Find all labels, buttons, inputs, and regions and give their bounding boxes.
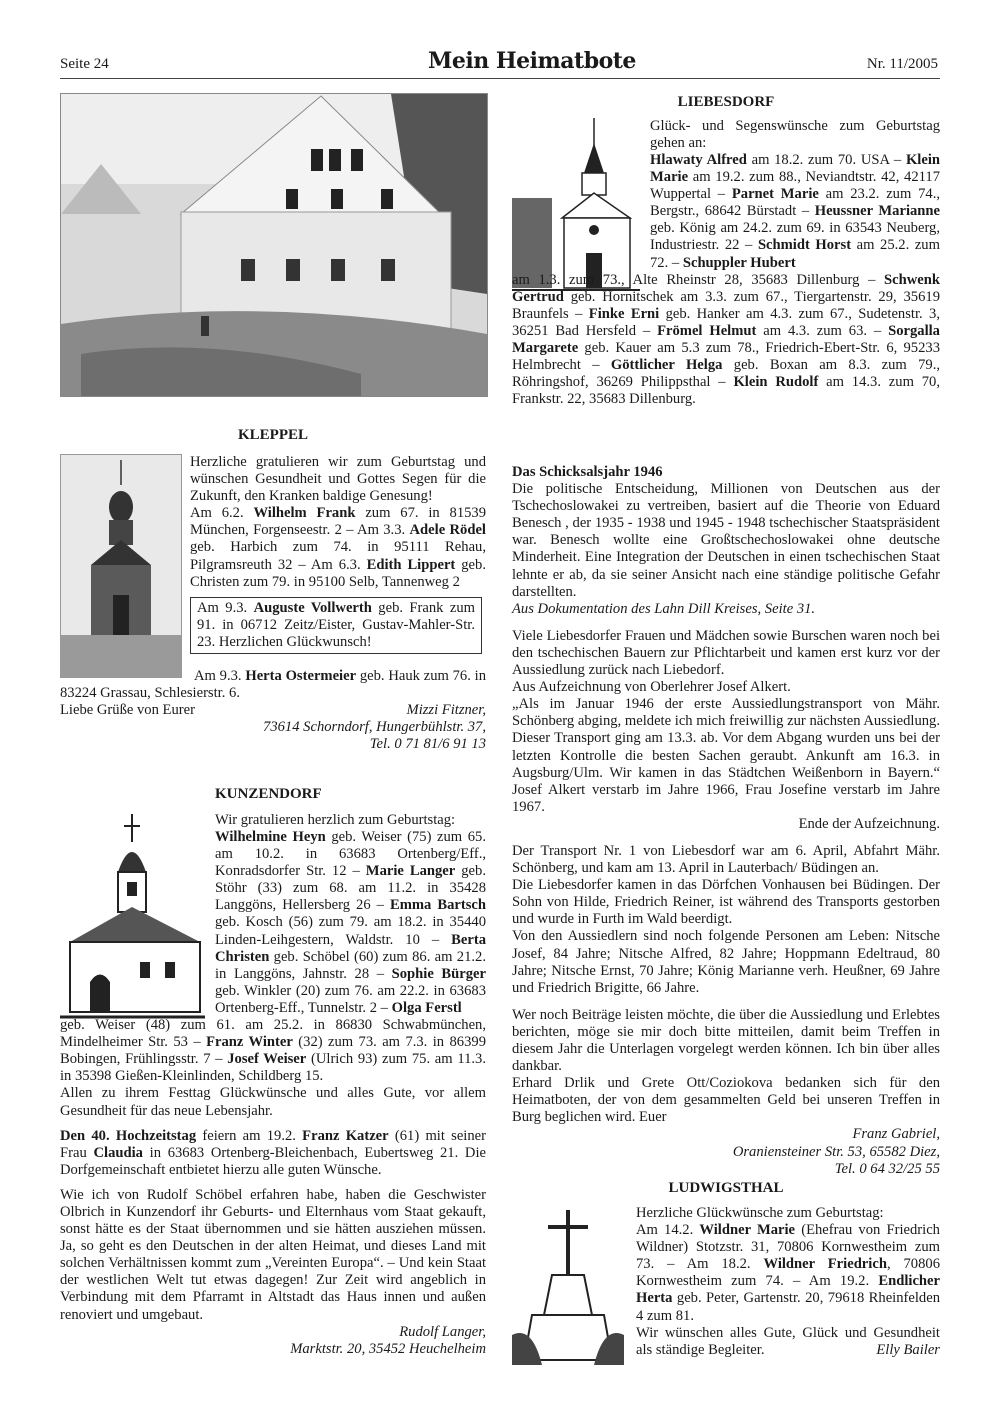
schicksal-paragraph: Die Liebesdorfer kamen in das Dörfchen Vonhausen bei Büdingen. Der Sohn von Hilde, Friedrich Reiner, ist während des Transports gestorben und wurde in Furth im Wald beerdigt. xyxy=(512,877,940,928)
signature-address: Oranienstein​er Str. 53, 65582 Diez, xyxy=(732,1143,940,1160)
signature-phone: Tel. 0 64 32/25 55 xyxy=(834,1160,940,1177)
signature-name: Franz Gabriel, xyxy=(852,1126,940,1143)
anniversary-label: Den 40. Hochzeitstag xyxy=(60,1127,197,1144)
celebrant-name: Herta Ostermeier xyxy=(245,668,357,684)
entry-text: geb. Frank zum 91. in 06712 Zeitz/Eister, Gustav-Mahler-Str. 23. Herzlichen Glückwunsch! xyxy=(197,599,475,650)
schicksal-section xyxy=(512,464,940,1178)
entry-text: (32) zum 73. am 7.3. in 86399 Bobingen, Frühlingsstr. 7 – xyxy=(60,1034,486,1068)
entry-text: geb. Stöhr (33) zum 68. am 11.2. in 35428 Langgöns, Hellersberg 26 – xyxy=(215,863,486,914)
kunzendorf-story: Wie ich von Rudolf Schöbel erfahren habe, haben die Geschwister Olbrich in Kunzendorf ihr Geburts- und Elternhaus vom Staat gekauft, sonst hätte es der Staat übernommen und sie hätten ausziehen müssen. Ja, so geht es den Deutschen in der alten Heimat, und dieses Land mit solchen Verhältnissen kommt zum „Vereinten Europa“. – Und kein Staat der westlichen Welt tut etwas dagegen! Zur Zeit wird angeblich in Verbindung mit dem Pfarramt in Altstadt das Haus innen und außen renoviert und umgebaut. xyxy=(60,1186,486,1323)
celebrant-name: Wilhelm Frank xyxy=(253,505,356,522)
signature-phone: Tel. 0 71 81/6 91 13 xyxy=(369,736,486,753)
kunzendorf-entry-list-cont xyxy=(60,1017,486,1085)
date-text: Am 9.3. xyxy=(194,668,242,684)
entry-text: geb. Schöbel (60) zum 86. am 21.2. in Langgöns, Jahnstr. 28 – xyxy=(215,948,486,982)
kleppel-entries xyxy=(190,505,486,590)
kleppel-text xyxy=(190,454,486,654)
schicksal-source: Aus Dokumentation des Lahn Dill Kreises, Seite 31. xyxy=(512,600,816,617)
celebrant-name: Emma Bartsch xyxy=(390,897,487,914)
ludwigsthal-wish: Wir wünschen alles Gute, Glück und Gesundheit als ständige Begleiter. xyxy=(636,1324,940,1358)
kleppel-intro: Herzliche gratulieren wir zum Geburtstag und wünschen Gesundheit und Gottes Segen für die Zukunft, den Kranken baldige Genesung! xyxy=(190,454,486,505)
schicksal-paragraph: Wer noch Beiträge leisten möchte, die über die Aussiedlung und Erlebtes berichten, möge sie mir doch bitte mitteilen, damit beim Treffen in diesem Jahr die Unterlagen vorgelegt werden können. Ich bin über alles dankbar. xyxy=(512,1006,940,1075)
schicksal-paragraph: Der Transport Nr. 1 von Liebesdorf war am 6. April, Abfahrt Mähr. Schönberg, und kam am 13. April in Lauterbach/ Büdingen an. xyxy=(512,842,940,877)
entry-text: am 4.3. zum 63. – xyxy=(763,322,882,339)
celebrant-name: Franz Winter xyxy=(206,1034,293,1051)
celebrant-name: Franz Katzer xyxy=(302,1127,389,1144)
entry-text: geb. Christen zum 79. in 95100 Selb, Tannenweg 2 xyxy=(190,556,486,590)
entry-text: (61) mit seiner Frau xyxy=(60,1127,487,1161)
celebrant-name: Olga Ferstl xyxy=(391,999,462,1016)
date-text: Am 9.3. xyxy=(197,599,248,616)
kunzendorf-title: KUNZENDORF xyxy=(215,786,322,802)
liebesdorf-entry-list-cont xyxy=(512,272,940,409)
header-rule xyxy=(60,78,940,79)
entry-text: am 25.2. zum 72. – xyxy=(650,237,940,271)
celebrant-name: Endlicher Herta xyxy=(636,1273,940,1307)
entry-text: geb. Peter, Gartenstr. 20, 79618 Rheinfelden 4 zum 81. xyxy=(636,1290,941,1324)
entry-text: geb. Harbich zum 74. in 95111 Rehau, Pilgramsreuth 32 – Am 6.3. xyxy=(190,539,486,573)
ludwigsthal-title: LUDWIGSTHAL xyxy=(668,1180,784,1196)
kunzendorf-wish: Allen zu ihrem Festtag Glückwünsche und alles Gute, vor allem Gesundheit für das neue Lebensjahr. xyxy=(60,1085,486,1119)
schicksal-paragraph: Erhard Drlik und Grete Ott/Coziokova bedanken sich für den Heimatboten, der von dem gesammelten Geld bei unseren Treffen in Burg beglichen wird. Euer xyxy=(512,1075,940,1126)
celebrant-name: Auguste Vollwerth xyxy=(253,599,372,616)
celebrant-name: Sophie Bürger xyxy=(391,965,486,982)
house-photo xyxy=(60,93,488,397)
celebrant-name: Schuppler Hubert xyxy=(682,254,796,271)
celebrant-name: Edith Lippert xyxy=(366,556,456,573)
celebrant-name: Adele Rödel xyxy=(409,522,486,539)
entry-text: geb. Kauer am 5.3 zum 78., Friedrich-Ebert-Str. 6, 95233 Helmbrecht – xyxy=(512,340,940,374)
greeting: Liebe Grüße von Eurer xyxy=(60,702,195,719)
kunzendorf-anniversary xyxy=(60,1128,486,1179)
schicksal-title: Das Schicksalsjahr 1946 xyxy=(512,464,663,480)
celebrant-name: Schwenk Gertrud xyxy=(512,271,940,305)
liebesdorf-entry-list xyxy=(512,152,940,272)
entry-text: in 63683 Ortenberg-Bleichenbach, Eubertsweg 21. Die Dorfgemeinschaft entbietet hierzu alle guten Wünsche. xyxy=(60,1144,486,1178)
page-number: Seite 24 xyxy=(60,56,109,72)
entry-text: geb. Boxan am 8.3. zum 79., Röhringshof, 36269 Philippsthal – xyxy=(512,357,940,391)
date-text: Am 14.2. xyxy=(636,1222,694,1239)
entry-text: am 23.2. zum 74., Bergstr., 68642 Bürstadt – xyxy=(650,186,940,220)
celebrant-name: Berta Christen xyxy=(215,931,486,965)
schicksal-paragraph: Aus Aufzeichnung von Oberlehrer Josef Alkert. xyxy=(512,679,791,696)
entry-text: geb. Weiser (48) zum 61. am 25.2. in 86830 Schwabmünchen, Mindelheimer Str. 53 – xyxy=(60,1017,486,1051)
liebesdorf-intro: Glück- und Segenswünsche zum Geburtstag gehen an: xyxy=(650,118,940,152)
schicksal-quote-end: Ende der Aufzeichnung. xyxy=(798,815,940,832)
entry-text: am 14.3. zum 70, Frankstr. 22, 35683 Dillenburg. xyxy=(512,374,940,408)
schicksal-paragraph: Viele Liebesdorfer Frauen und Mädchen sowie Burschen waren noch bei den tschechischen Bauern zur Pflichtarbeit und kamen erst kurz vor der Aussiedlung zurück nach Liebedorf. xyxy=(512,627,940,679)
entry-text: am 19.2. zum 88., Neviandtstr. 42, 42117 Wuppertal – xyxy=(650,169,940,203)
entry-text: geb. Hornitschek am 3.3. zum 67., Tiergartenstr. 29, 35619 Braunfels – xyxy=(512,288,940,322)
celebrant-name: Hlawaty Alfred xyxy=(650,152,747,168)
celebrant-name: Wilhelmine Heyn xyxy=(215,829,326,845)
signature-address: Marktstr. 20, 35452 Heuchelheim xyxy=(290,1340,486,1357)
kleppel-title: KLEPPEL xyxy=(237,427,308,443)
celebrant-name: Heussner Marianne xyxy=(814,203,941,220)
entry-text: (Ulrich 93) zum 75. am 11.3. in 35398 Gießen-Kleinlinden, Schildberg 15. xyxy=(60,1051,486,1085)
entry-text: , 70806 Kornwestheim zum 74. – Am 19.2. xyxy=(636,1256,940,1290)
liebesdorf-top-text xyxy=(650,118,940,152)
entry-text: geb. Hanker am 4.3. zum 67., Sudetenstr. 3, 36251 Bad Hersfeld – xyxy=(512,305,940,339)
celebrant-name: Wildner Marie xyxy=(699,1222,796,1239)
date-text: Am 6.2. xyxy=(190,505,244,522)
celebrant-name: Göttlicher Helga xyxy=(610,357,723,374)
celebrant-name: Parnet Marie xyxy=(731,186,819,203)
entry-text: geb. König am 24.2. zum 69. in 63543 Neuberg, Industriestr. 22 – xyxy=(650,220,940,254)
kunzendorf-entry-list xyxy=(60,829,486,1017)
entry-text: geb. Winkler (20) zum 76. am 22.2. in 63683 Ortenberg-Eff., Tunnelstr. 2 – xyxy=(215,982,486,1016)
kunzendorf-entries xyxy=(60,829,486,1358)
signature-name: Elly Bailer xyxy=(876,1341,940,1358)
entry-text: am 1.3. zum 73., Alte Rheinstr 28, 35683 Dillenburg – xyxy=(512,271,876,288)
entry-text: geb. Hauk zum 76. in 83224 Grassau, Schlesierstr. 6. xyxy=(60,668,486,702)
ludwigsthal-cross-figure xyxy=(512,1205,624,1367)
celebrant-name: Josef Weiser xyxy=(227,1051,307,1068)
entry-text: (Ehefrau von Friedrich Wildner) Stotzstr. 31, 70806 Kornwestheim zum 73. – Am 18.2. xyxy=(636,1222,940,1273)
celebrant-name: Schmidt Horst xyxy=(757,237,852,254)
masthead: Mein Heimatbote xyxy=(428,48,636,74)
celebrant-name: Klein Rudolf xyxy=(733,374,819,391)
schicksal-body: Die politische Entscheidung, Millionen von Deutschen aus der Tschechoslowakei zu vertreiben, basiert auf die Theorie von Eduard Benesch , der 1935 - 1938 und 1945 - 1948 tschechischer Staatspräsident war. Benesch wollte eine Großtschechoslowakei ohne deutsche Minderheit. Eine Integration der Deutschen in einen tschechischen Staat lehnte er ab, da sie seiner Ansicht nach eine ständige politische Gefahr darstellten. xyxy=(512,481,940,600)
entry-text: zum 67. in 81539 München, Forgenseestr. 2 – Am 3.3. xyxy=(190,505,487,539)
celebrant-name: Claudia xyxy=(93,1144,143,1161)
schicksal-paragraph: Von den Aussiedlern sind noch folgende Personen am Leben: Nitsche Josef, 84 Jahre; Nitsche Alfred, 82 Jahre; Hoppmann Edeltraud, 80 Jahre; Nitsche Ernst, 70 Jahre; König Marianne verh. Heußner, 69 Jahre und Friedrich Brigitte, 66 Jahre. xyxy=(512,928,940,996)
kleppel-tail xyxy=(60,668,486,753)
issue-number: Nr. 11/2005 xyxy=(866,56,938,72)
entry-text: feiern am 19.2. xyxy=(202,1127,296,1144)
celebrant-name: Marie Langer xyxy=(365,863,456,880)
schicksal-quote: „Als im Januar 1946 der erste Aussiedlungstransport von Mähr. Schönberg abging, meldete ich mich freiwillig zur nächsten Aussiedlung. Dieser Transport ging am 13.3. ab. Vor dem Abgang wurden uns bei der letzten Kontrolle die besten Sachen geraubt. Ankunft am 16.3. in Augsburg/Ulm. Wir kamen in das Städtchen Weißenborn in Bayern.“ Josef Alkert verstarb im Jahre 1966, Frau Josefine verstarb im Jahre 1967. xyxy=(512,696,940,815)
celebrant-name: Frömel Helmut xyxy=(657,322,757,339)
entry-text: am 18.2. zum 70. USA – xyxy=(751,152,902,168)
signature-address: 73614 Schorndorf, Hungerbühlstr. 37, xyxy=(263,719,486,736)
entry-text: geb. Weiser (75) zum 65. am 10.2. in 63683 Ortenberg/Eff., Konradsdorfer Str. 12 – xyxy=(215,829,486,880)
kunzendorf-intro: Wir gratulieren herzlich zum Geburtstag: xyxy=(215,812,456,828)
celebrant-name: Finke Erni xyxy=(588,305,660,322)
signature-name: Rudolf Langer, xyxy=(399,1323,486,1340)
kunzendorf-intro-block xyxy=(215,812,486,829)
ludwigsthal-entries xyxy=(636,1222,940,1325)
liebesdorf-entries xyxy=(512,152,940,408)
signature-name: Mizzi Fitzner, xyxy=(406,702,486,719)
kleppel-chapel-figure xyxy=(60,454,182,678)
celebrant-name: Wildner Friedrich xyxy=(763,1256,887,1273)
liebesdorf-title: LIEBESDORF xyxy=(677,94,775,110)
celebrant-name: Sorgalla Margarete xyxy=(512,322,940,357)
entry-text: geb. Kosch (56) zum 79. am 18.2. in 35440 Linden-Leihgestern, Waldstr. 10 – xyxy=(215,914,486,948)
ludwigsthal-text xyxy=(636,1205,940,1359)
celebrant-name: Klein Marie xyxy=(650,152,940,186)
ludwigsthal-intro: Herzliche Glückwünsche zum Geburtstag: xyxy=(636,1205,884,1221)
kleppel-boxed-entry xyxy=(190,597,482,654)
